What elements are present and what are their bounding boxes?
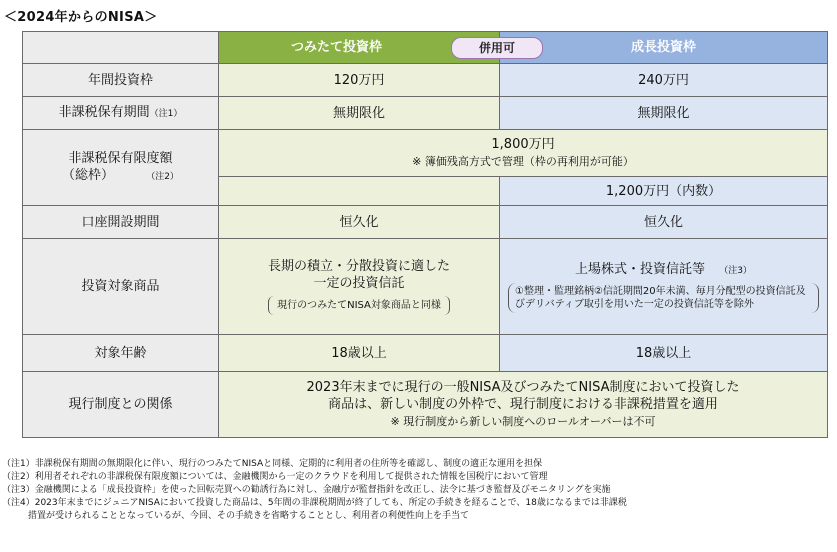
row-products — [23, 239, 828, 335]
value-products-seicho — [500, 239, 828, 335]
concurrent-use-badge: 併用可 — [451, 37, 543, 59]
label-limit-line2: （総枠） — [62, 167, 115, 183]
value-annual-seicho: 240万円 — [500, 64, 828, 97]
label-limit-line1: 非課税保有限度額 — [68, 150, 173, 166]
value-relation — [219, 372, 828, 438]
products-seicho-main: 上場株式・投資信託等 — [575, 261, 706, 277]
label-annual: 年間投資枠 — [23, 64, 219, 97]
label-period-text: 非課税保有期間 — [58, 104, 150, 120]
label-products: 投資対象商品 — [23, 239, 219, 335]
row-annual — [23, 64, 828, 97]
row-relation — [23, 372, 828, 438]
row-period — [23, 97, 828, 130]
value-period-tsumitate: 無期限化 — [219, 97, 500, 130]
value-age-seicho: 18歳以上 — [500, 335, 828, 372]
row-limit-total — [23, 130, 828, 177]
label-limit-line2-wrap — [23, 167, 218, 186]
value-limit-seicho: 1,200万円（内数） — [500, 177, 828, 206]
value-age-tsumitate: 18歳以上 — [219, 335, 500, 372]
label-period — [23, 97, 219, 130]
products-seicho-note: （注3） — [719, 265, 752, 276]
value-products-tsumitate — [219, 239, 500, 335]
footnotes — [2, 458, 832, 523]
value-account-seicho: 恒久化 — [500, 206, 828, 239]
label-limit-note: （注2） — [146, 171, 179, 182]
value-limit-total: 1,800万円 — [491, 137, 555, 152]
label-period-note: （注1） — [149, 108, 183, 119]
footnote-2: （注2）利用者それぞれの非課税保有限度額については、金融機関から一定のクラウドを利用して提供された情報を国税庁において管理 — [2, 472, 548, 482]
products-tsumitate-note: 現行のつみたてNISA対象商品と同様 — [268, 296, 450, 315]
row-account — [23, 206, 828, 239]
header-seicho: 成長投資枠 — [500, 32, 828, 64]
value-account-tsumitate: 恒久化 — [219, 206, 500, 239]
page-title: ＜2024年からのNISA＞ — [4, 10, 158, 25]
header-row — [23, 32, 828, 64]
footnote-4-cont: 措置が受けられることとなっているが、今回、その手続きを省略することとし、利用者の利便性向上を手当て — [28, 511, 470, 521]
products-tsumitate-line1: 長期の積立・分散投資に適した — [267, 259, 450, 274]
label-age: 対象年齢 — [23, 335, 219, 372]
value-limit-total-cell — [219, 130, 828, 177]
products-seicho-exclusion: ①整理・監理銘柄②信託期間20年未満、毎月分配型の投資信託及びデリバティブ取引を用いた一定の投資信託等を除外 — [508, 283, 819, 313]
footnote-1: （注1）非課税保有期間の無期限化に伴い、現行のつみたてNISAと同様、定期的に利用者の住所等を確認し、制度の適正な運用を担保 — [2, 459, 543, 469]
header-empty-cell — [23, 32, 219, 64]
value-annual-tsumitate: 120万円 — [219, 64, 500, 97]
footnote-3: （注3）金融機関による「成長投資枠」を使った回転売買への勧誘行為に対し、金融庁が監督指針を改正し、法令に基づき監督及びモニタリングを実施 — [2, 485, 611, 495]
label-limit — [23, 130, 219, 206]
label-relation: 現行制度との関係 — [23, 372, 219, 438]
footnote-4: （注4）2023年末までにジュニアNISAにおいて投資した商品は、5年間の非課税期間が終了しても、所定の手続きを経ることで、18歳になるまでは非課税 — [2, 498, 627, 508]
label-account: 口座開設期間 — [23, 206, 219, 239]
products-seicho-main-wrap — [500, 261, 827, 280]
relation-note: ※ 現行制度から新しい制度へのロールオーバーは不可 — [390, 415, 656, 428]
value-limit-tsumitate-empty — [219, 177, 500, 206]
nisa-comparison-table — [22, 31, 828, 438]
header-tsumitate: つみたて投資枠 — [219, 32, 500, 64]
products-tsumitate-line2: 一定の投資信託 — [313, 276, 405, 291]
relation-line1: 2023年末までに現行の一般NISA及びつみたてNISA制度において投資した — [306, 380, 740, 395]
value-period-seicho: 無期限化 — [500, 97, 828, 130]
relation-line2: 商品は、新しい制度の外枠で、現行制度における非課税措置を適用 — [328, 397, 718, 412]
row-age — [23, 335, 828, 372]
value-limit-total-note: ※ 簿価残高方式で管理（枠の再利用が可能） — [412, 155, 634, 168]
